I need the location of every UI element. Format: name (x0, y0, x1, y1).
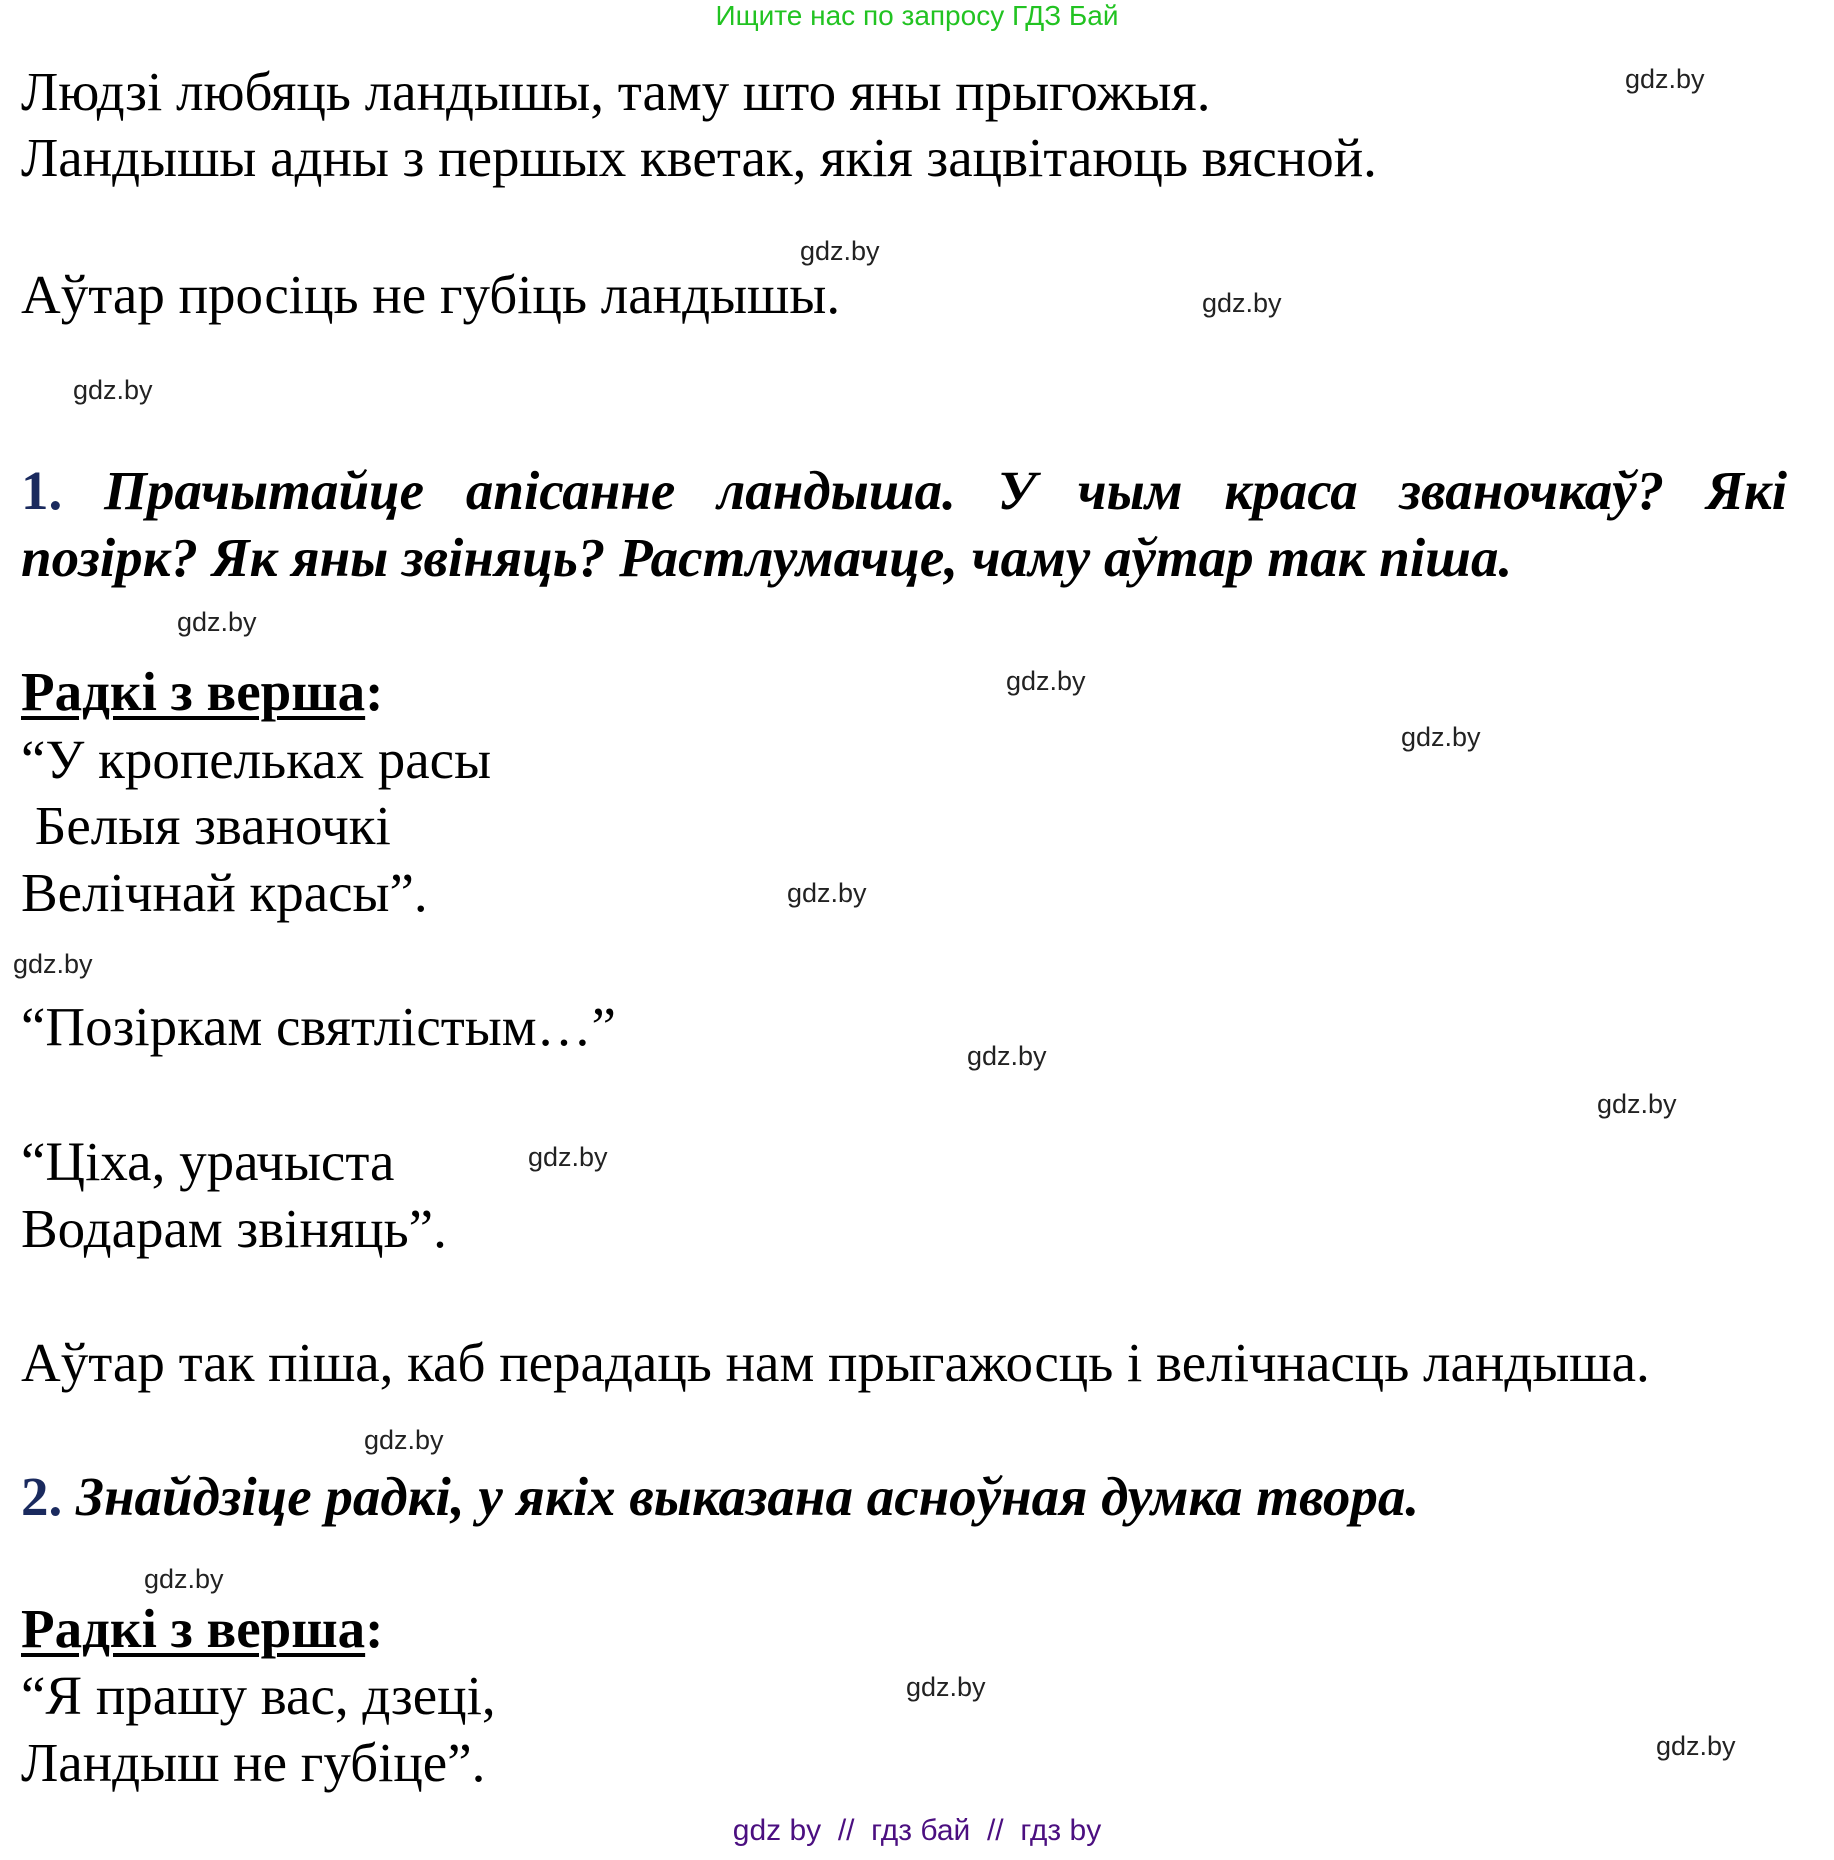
watermark: gdz.by (1656, 1731, 1736, 1761)
task-2 (21, 1466, 1420, 1527)
watermark: gdz.by (1625, 64, 1705, 94)
watermark: gdz.by (144, 1564, 224, 1594)
task-1-heading (21, 661, 384, 722)
watermark: gdz.by (1006, 666, 1086, 696)
site-banner: Ищите нас по запросу ГДЗ Бай (715, 0, 1119, 31)
task-1-line-2: позірк? Як яны звіняць? Растлумачце, чаму аўтар так піша. (21, 527, 1513, 588)
quote-line: “Позіркам святлістым…” (21, 996, 616, 1057)
heading-text: Радкі з верша (21, 1598, 366, 1659)
heading-text: Радкі з верша (21, 661, 366, 722)
intro-line-1: Людзі любяць ландышы, таму што яны прыгожыя. (21, 61, 1211, 122)
task-1-line-1 (21, 460, 1787, 521)
watermark: gdz.by (177, 607, 257, 637)
quote-line: “Ціха, урачыста (21, 1131, 395, 1192)
quote-line: Водарам звіняць”. (21, 1198, 447, 1259)
heading-colon: : (365, 661, 384, 722)
watermark: gdz.by (73, 375, 153, 405)
quote-line: Белыя званочкі (21, 795, 391, 856)
watermark: gdz.by (1597, 1089, 1677, 1119)
heading-colon: : (365, 1598, 384, 1659)
quote-line: Ландыш не губіце”. (21, 1732, 486, 1793)
quote-line: Велічнай красы”. (21, 862, 428, 923)
task-2-heading (21, 1598, 384, 1659)
task-2-text: Знайдзіце радкі, у якіх выказана асноўная думка твора. (76, 1466, 1420, 1527)
watermark: gdz.by (13, 949, 93, 979)
watermark: gdz.by (800, 236, 880, 266)
watermark: gdz.by (1202, 288, 1282, 318)
quote-line: “Я прашу вас, дзеці, (21, 1665, 496, 1726)
watermark: gdz.by (1401, 722, 1481, 752)
quote-line: “У кропельках расы (21, 729, 492, 790)
watermark: gdz.by (906, 1672, 986, 1702)
intro-conclusion: Аўтар просіць не губіць ландышы. (21, 264, 841, 325)
task-2-number: 2. (21, 1466, 63, 1527)
watermark: gdz.by (364, 1425, 444, 1455)
intro-line-2: Ландышы адны з першых кветак, якія зацвітаюць вясной. (21, 127, 1377, 188)
watermark: gdz.by (967, 1041, 1047, 1071)
task-1-text: Прачытайце апісанне ландыша. У чым краса званочкаў? Які (104, 460, 1787, 521)
watermark: gdz.by (787, 878, 867, 908)
task-1-number: 1. (21, 460, 63, 521)
footer-links: gdz by // гдз бай // гдз by (732, 1814, 1102, 1847)
watermark: gdz.by (528, 1142, 608, 1172)
task-1-answer: Аўтар так піша, каб перадаць нам прыгажосць і велічнасць ландыша. (21, 1332, 1650, 1393)
